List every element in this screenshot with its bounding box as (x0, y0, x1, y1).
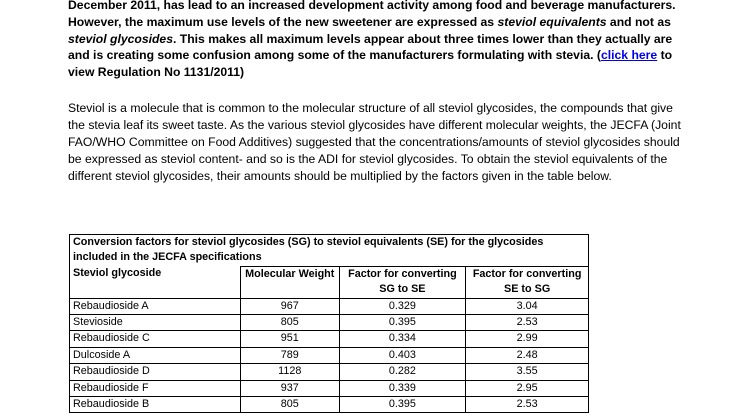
cell-factor-sg-to-se: 0.334 (339, 331, 466, 347)
intro-paragraph (68, 0, 688, 81)
table-caption: Conversion factors for steviol glycosides (SG) to steviol equivalents (SE) for the glycosides included in the JECFA specifications (70, 235, 589, 267)
table-row (70, 331, 589, 347)
cell-molecular-weight: 967 (240, 298, 339, 314)
steviol-paragraph: Steviol is a molecule that is common to the molecular structure of all steviol glycosides, the compounds that give the stevia leaf its sweet taste. As the various steviol glycosides have different molecular weights, the JECFA (Joint FAO/WHO Committee on Food Additives) suggested that the concentrations/amounts of steviol glycosides should be expressed as steviol content- and so is the ADI for steviol glycosides. To obtain the steviol equivalents of the different steviol glycosides, their amounts should be multiplied by the factors given in the table below. (68, 101, 681, 183)
cell-factor-se-to-sg: 3.55 (466, 364, 589, 380)
header-row (70, 266, 589, 298)
document-page (68, 0, 688, 183)
header-molecular-weight: Molecular Weight (240, 266, 339, 298)
table-row (70, 380, 589, 396)
table-row (70, 347, 589, 363)
intro-line-5: view Regulation No 1131/2011) (68, 65, 245, 80)
cell-glycoside-name: Stevioside (70, 315, 241, 331)
cell-glycoside-name: Rebaudioside B (70, 397, 241, 413)
conversion-table-wrapper (69, 234, 589, 413)
cell-glycoside-name: Rebaudioside C (70, 331, 241, 347)
regulation-link[interactable]: click here (600, 48, 658, 63)
cell-factor-se-to-sg: 2.53 (466, 397, 589, 413)
intro-line-2a: However, the maximum use levels of the new sweetener are expressed as (68, 14, 498, 29)
header-steviol-glycoside: Steviol glycoside (70, 266, 241, 298)
cell-factor-se-to-sg: 2.53 (466, 315, 589, 331)
table-row (70, 315, 589, 331)
header-factor-se-to-sg: Factor for converting SE to SG (466, 266, 589, 298)
cell-factor-sg-to-se: 0.395 (339, 315, 466, 331)
cell-molecular-weight: 805 (240, 397, 339, 413)
intro-line-3b: . This makes all maximum levels appear about three times lower than they actually are (173, 31, 673, 46)
cell-factor-sg-to-se: 0.282 (339, 364, 466, 380)
cell-factor-se-to-sg: 3.04 (466, 298, 589, 314)
table-row (70, 298, 589, 314)
intro-line-2-emphasis: steviol equivalents (497, 14, 607, 29)
intro-line-2b: and not as (606, 14, 671, 29)
cell-molecular-weight: 789 (240, 347, 339, 363)
cell-glycoside-name: Dulcoside A (70, 347, 241, 363)
header-factor-sg-to-se: Factor for converting SG to SE (339, 266, 466, 298)
cell-glycoside-name: Rebaudioside D (70, 364, 241, 380)
intro-line-4a: and is creating some confusion among some of the manufacturers formulating with stevia. ( (68, 48, 601, 63)
cell-factor-se-to-sg: 2.99 (466, 331, 589, 347)
cell-molecular-weight: 937 (240, 380, 339, 396)
cell-factor-sg-to-se: 0.403 (339, 347, 466, 363)
cell-factor-se-to-sg: 2.95 (466, 380, 589, 396)
cell-glycoside-name: Rebaudioside A (70, 298, 241, 314)
cell-factor-se-to-sg: 2.48 (466, 347, 589, 363)
cell-molecular-weight: 951 (240, 331, 339, 347)
intro-line-3-emphasis: steviol glycosides (68, 31, 173, 46)
table-row (70, 397, 589, 413)
table-row (70, 364, 589, 380)
cell-factor-sg-to-se: 0.339 (339, 380, 466, 396)
cell-molecular-weight: 805 (240, 315, 339, 331)
cell-glycoside-name: Rebaudioside F (70, 380, 241, 396)
intro-line-1: December 2011, has lead to an increased development activity among food and beverage manufacturers. (68, 0, 676, 12)
cell-factor-sg-to-se: 0.329 (339, 298, 466, 314)
cell-factor-sg-to-se: 0.395 (339, 397, 466, 413)
table-body (70, 298, 589, 413)
intro-line-4b: to (657, 48, 673, 63)
conversion-table (69, 234, 589, 413)
caption-row (70, 235, 589, 267)
cell-molecular-weight: 1128 (240, 364, 339, 380)
